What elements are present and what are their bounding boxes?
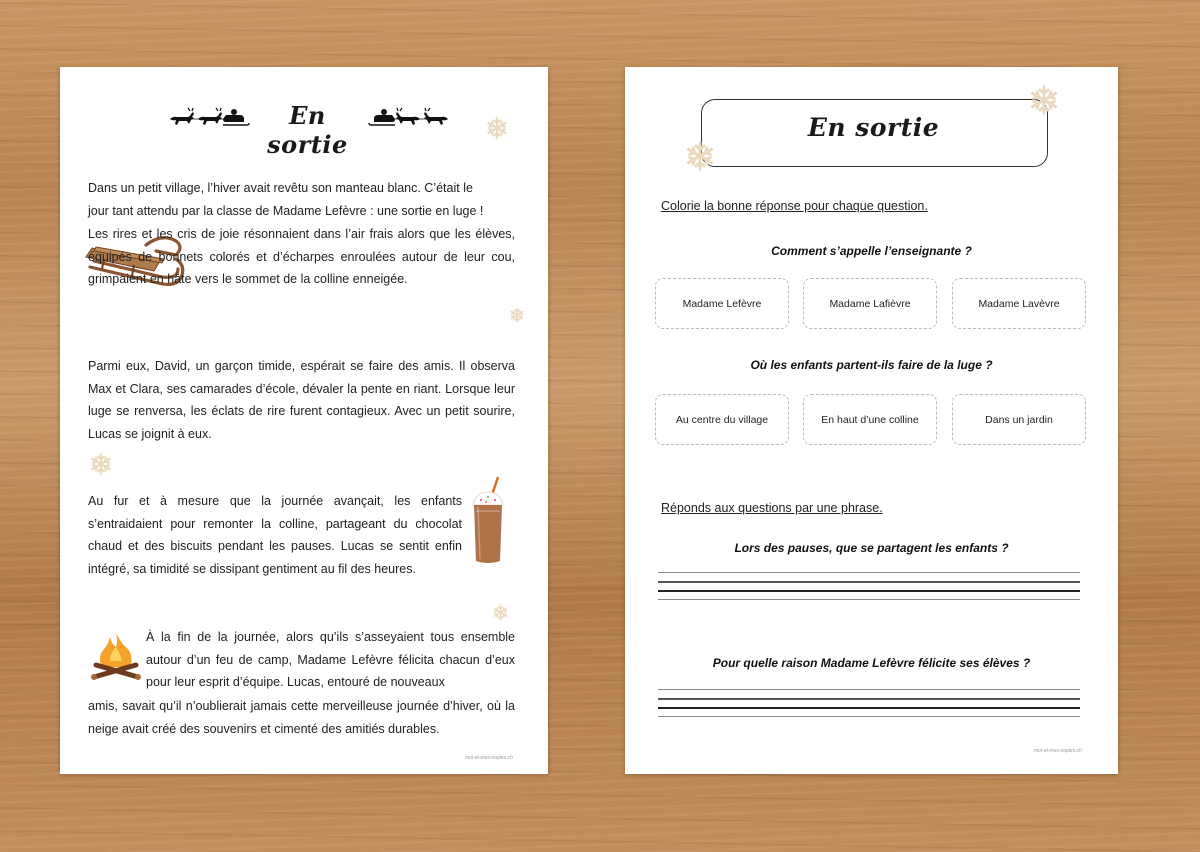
snowflake-icon (492, 604, 509, 621)
campfire-icon (88, 629, 144, 685)
answer-option-centre-village[interactable]: Au centre du village (655, 394, 789, 445)
snowflake-icon (89, 452, 113, 476)
writing-line (658, 590, 1080, 592)
writing-line (658, 716, 1080, 717)
question-pauses: Lors des pauses, que se partagent les enfants ? (734, 541, 1009, 555)
story-page (60, 67, 548, 774)
answer-option-madame-lafievre[interactable]: Madame Lafièvre (803, 278, 937, 329)
answer-option-madame-lefevre[interactable]: Madame Lefèvre (655, 278, 789, 329)
answer-option-madame-laveve[interactable]: Madame Lavèvre (952, 278, 1086, 329)
answer-option-haut-colline[interactable]: En haut d’une colline (803, 394, 937, 445)
writing-line (658, 572, 1080, 573)
paragraph-1-line-2: jour tant attendu par la classe de Madame Lefèvre : une sortie en luge ! (88, 204, 484, 218)
writing-line (658, 707, 1080, 709)
page-title: En sortie (267, 101, 348, 159)
writing-line (658, 689, 1080, 690)
question-teacher-name: Comment s’appelle l’enseignante ? (771, 244, 972, 258)
credit-text: moi-et-mes-copies.ch (465, 755, 513, 761)
question-felicite: Pour quelle raison Madame Lefèvre félicite ses élèves ? (712, 656, 1031, 670)
paragraph-4-bottom: amis, savait qu’il n’oublierait jamais cette merveilleuse journée d’hiver, où la neige avait créé des souvenirs et cimenté des amitiés durables. (88, 699, 515, 736)
left-header (60, 97, 548, 159)
paragraph-2: Parmi eux, David, un garçon timide, espérait se faire des amis. Il observa Max et Clara, ses camarades d’école, dévaler la pente en riant. Lorsque leur luge se renversa, les éclats de rire furent contagieux. Avec un petit sourire, Lucas se joignit à eux. (88, 359, 515, 441)
snowflake-icon (509, 307, 525, 323)
questions-page (625, 67, 1118, 774)
hot-chocolate-icon (468, 475, 508, 569)
page-title: En sortie (807, 113, 940, 142)
credit-text: moi-et-mes-copies.ch (1034, 748, 1082, 754)
writing-line (658, 581, 1080, 583)
paragraph-3: Au fur et à mesure que la journée avançait, les enfants s’entraidaient pour remonter la colline, partageant du chocolat chaud et des biscuits pendant les pauses. Lucas se sentit enfin intégré, sa timidité se dissipant gentiment au fil des heures. (88, 494, 462, 576)
writing-line (658, 698, 1080, 700)
instruction-reponds: Réponds aux questions par une phrase. (661, 501, 883, 515)
snowflake-icon (485, 116, 509, 140)
santa-sleigh-reindeer-icon (168, 107, 250, 129)
answer-option-jardin[interactable]: Dans un jardin (952, 394, 1086, 445)
answer-lines-q3[interactable] (625, 572, 1118, 608)
santa-sleigh-reindeer-icon (368, 107, 450, 129)
paragraph-1-rest: Les rires et les cris de joie résonnaient dans l’air frais alors que les élèves, équipés de bonnets colorés et d’écharpes enroulées autour de leur cou, grimpaient en hâte vers le sommet de la colline enneigée. (88, 227, 515, 287)
snowflake-icon (684, 140, 716, 172)
answer-lines-q4[interactable] (625, 689, 1118, 725)
paragraph-1-line-1: Dans un petit village, l’hiver avait revêtu son manteau blanc. C’était le (88, 181, 473, 195)
snowflake-icon (1028, 84, 1060, 116)
writing-line (658, 599, 1080, 600)
question-luge-place: Où les enfants partent-ils faire de la luge ? (750, 358, 993, 372)
instruction-colorie: Colorie la bonne réponse pour chaque question. (661, 199, 928, 213)
paragraph-4-top: À la fin de la journée, alors qu’ils s’asseyaient tous ensemble autour d’un feu de camp, Madame Lefèvre félicita chacun d’eux pour leur esprit d’équipe. Lucas, entouré de nouveaux (146, 630, 515, 690)
